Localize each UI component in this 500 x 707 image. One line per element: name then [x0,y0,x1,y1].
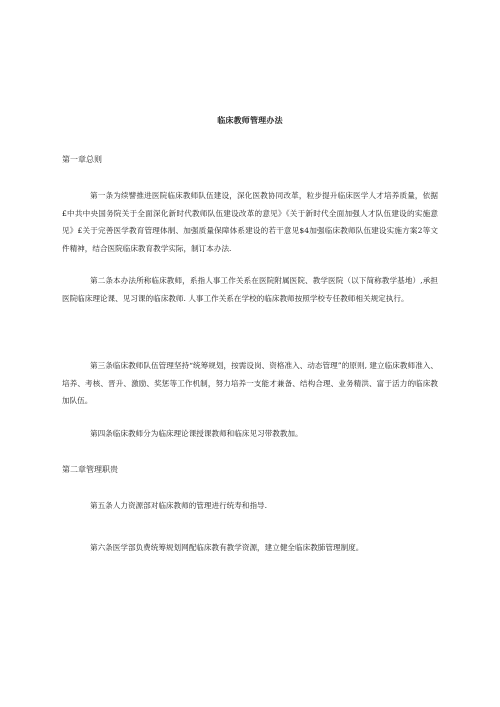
article-3: 第三条临床教师队伍管理坚持“统筹规划，按需设岗、资格准入、动态管理”的原则, 建立临床教师准入、培养、考核、晋升、激励、奖惩等工作机制，努力培养一支能才兼备、结构合理、业务精洪、富于活力的临床教加队伍。 [62,361,438,405]
article-5: 第五条人力资源部对临床教师的管理进行统寿和指导. [90,501,268,510]
article-2: 第二条本办法所称临床教师，系指人事工作关系在医院附属医院、教学医院（以下简称教学基地）,承担医院临床理论课、见习课的临床教师. 人事工作关系在学校的临床教师按照学校专任教师相关规定执行。 [62,276,438,303]
chapter-heading-1: 第一章总则 [62,155,102,164]
article-4: 第四条临床教师分为临床理论课授课教师和临床见习带教教加。 [90,429,303,438]
chapter-heading-2: 第二章管理职贵 [62,465,118,474]
article-6: 第六条医学部负费统筹规划网配临床教有教学资源，建立健全临床教肺管理制度。 [90,543,364,552]
article-1: 第一条为续譬推进医院临床教师队伍建设，深化医教协同改革，粒步提升临床医学人才培养质量，依据£中共中央国务院关于全面深化新时代教师队伍建设改革的意见》《关于新时代全面加强人才队伍建设的实施意见》£关于完善医学教育管理体制、加强质量保障体系建设的若干意见$4加强临床教师队伍建设实施方案2等文件精神，结合医院临床教育教学实际，制订本办法. [62,191,438,253]
document-title: 临床教师管理办法 [217,115,283,125]
